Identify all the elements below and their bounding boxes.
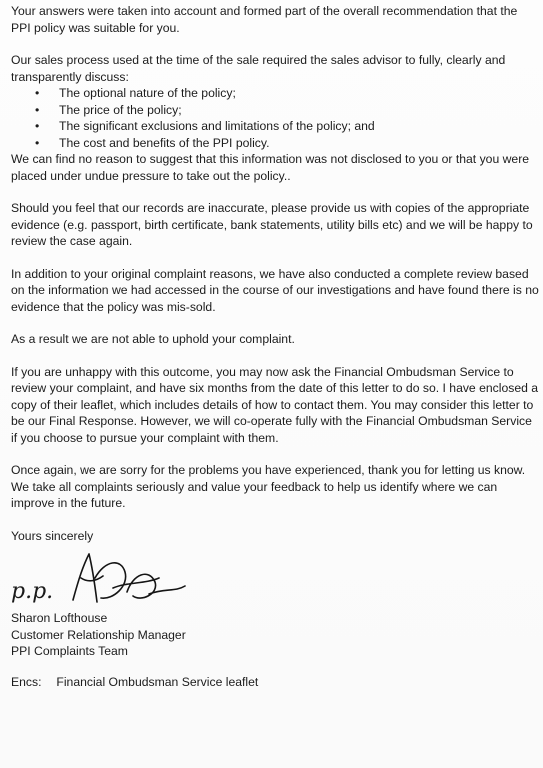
pp-mark: p.p. — [11, 579, 54, 604]
list-item: • The optional nature of the policy; — [35, 86, 236, 100]
enclosures-line — [11, 674, 539, 691]
no-reason-paragraph: We can find no reason to suggest that this information was not disclosed to you or that you were placed under undue pressure to take out the policy.. — [11, 152, 530, 183]
enclosures-value: Financial Ombudsman Service leaflet — [56, 674, 259, 689]
bullet-icon: • — [35, 119, 40, 133]
list-item: • The cost and benefits of the PPI policy. — [35, 135, 270, 150]
list-item: • The price of the policy; — [35, 102, 182, 117]
outcome-paragraph: As a result we are not able to uphold your complaint. — [11, 332, 295, 346]
handwritten-signature — [9, 548, 199, 610]
signatory-team: PPI Complaints Team — [11, 644, 128, 658]
list-item: • The significant exclusions and limitations of the policy; and — [35, 119, 375, 133]
letter-body — [11, 3, 539, 690]
discussion-points-list — [11, 85, 539, 151]
bullet-icon: • — [35, 86, 40, 100]
records-paragraph: Should you feel that our records are inaccurate, please provide us with copies of the appropriate evidence (e.g. passport, birth certificate, bank statements, utility bills etc) and we will be happy to review the case again. — [11, 201, 533, 248]
signatory-name: Sharon Lofthouse — [11, 611, 108, 625]
enclosures-label: Encs: — [11, 674, 42, 689]
intro-paragraph: Your answers were taken into account and formed part of the overall recommendation that the PPI policy was suitable for you. — [11, 4, 518, 35]
closing-salutation: Yours sincerely — [11, 528, 94, 543]
sales-process-paragraph: Our sales process used at the time of the sale required the sales advisor to fully, clearly and transparently discuss: — [11, 53, 506, 84]
signatory-title: Customer Relationship Manager — [11, 627, 186, 642]
review-paragraph: In addition to your original complaint reasons, we have also conducted a complete review based on the information we had accessed in the course of our investigations and have found there is no evidence that the policy was mis-sold. — [11, 266, 539, 314]
signature — [11, 558, 539, 610]
bullet-icon: • — [35, 102, 40, 117]
apology-paragraph: Once again, we are sorry for the problems you have experienced, thank you for letting us know. We take all complaints seriously and value your feedback to help us identify where we can improve in the future. — [11, 463, 526, 510]
ombudsman-paragraph: If you are unhappy with this outcome, you may now ask the Financial Ombudsman Service to review your complaint, and have six months from the date of this letter to do so. I have enclosed a copy of their leaflet, which includes details of how to contact them. You may consider this letter to be our Final Response. However, we will co-operate fully with the Financial Ombudsman Service if you choose to pursue your complaint with them. — [11, 364, 539, 445]
bullet-icon: • — [35, 135, 40, 150]
